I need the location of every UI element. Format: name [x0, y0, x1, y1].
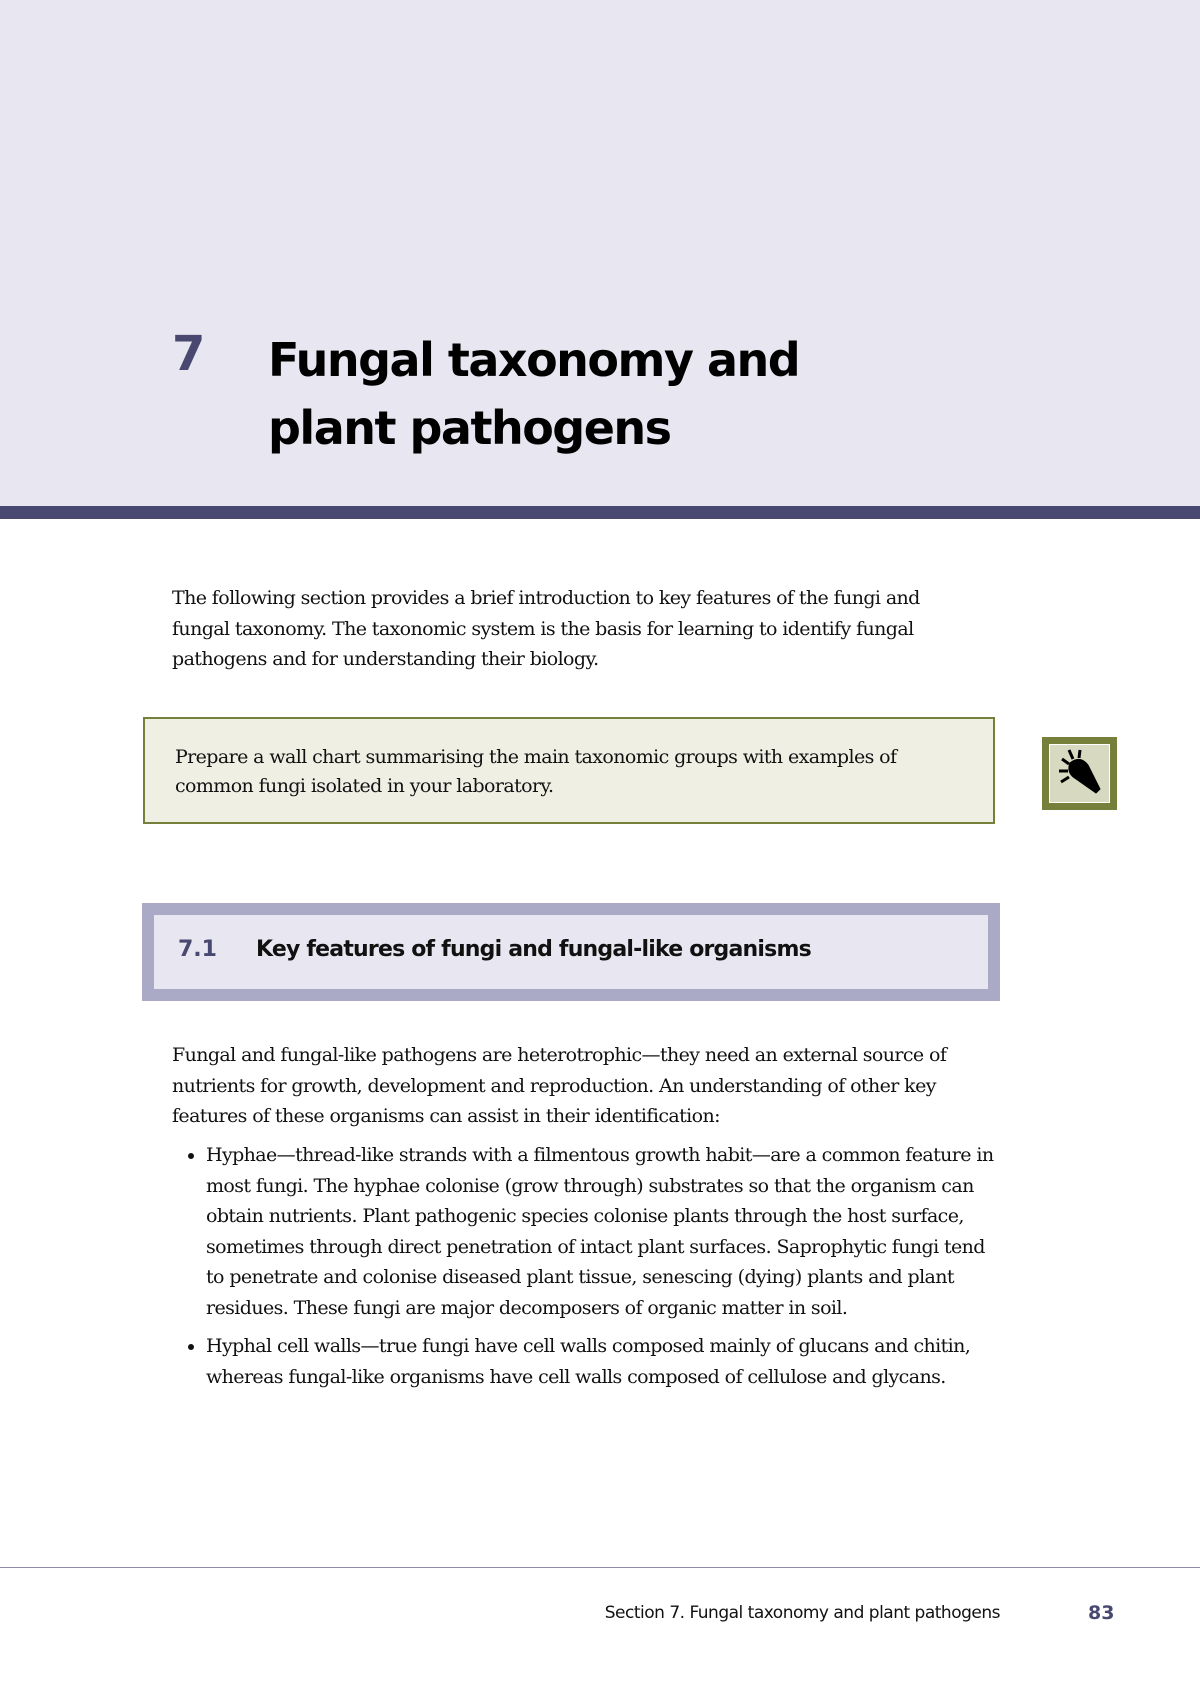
body-paragraph: Fungal and fungal-like pathogens are heterotrophic—they need an external source of nutrients for growth, development and reproduction. An understanding of other key features of these organisms can assist in their identification:	[172, 1044, 947, 1127]
chapter-title-line: Fungal taxonomy and	[268, 333, 800, 387]
chapter-number: 7	[172, 326, 206, 382]
section-number: 7.1	[178, 937, 217, 962]
list-item: • Hyphal cell walls—true fungi have cell walls composed mainly of glucans and chitin, whereas fungal-like organisms have cell walls composed of cellulose and glycans.	[206, 1331, 1006, 1392]
flashlight-icon	[1042, 737, 1117, 810]
intro-paragraph: The following section provides a brief introduction to key features of the fungi and fungal taxonomy. The taxonomic system is the basis for learning to identify fungal pathogens and for understanding their biology.	[172, 587, 920, 670]
activity-text: Prepare a wall chart summarising the main taxonomic groups with examples of common fungi isolated in your laboratory.	[175, 746, 897, 797]
footer-running-title: Section 7. Fungal taxonomy and plant pathogens	[604, 1603, 1000, 1623]
footer-divider	[0, 1567, 1200, 1568]
section-title: Key features of fungi and fungal-like organisms	[256, 937, 811, 962]
page-number: 83	[1088, 1602, 1115, 1624]
chapter-title-line: plant pathogens	[268, 401, 671, 455]
section-heading-box	[142, 903, 1000, 1001]
chapter-title	[268, 326, 799, 462]
activity-box	[143, 717, 995, 824]
header-divider	[0, 506, 1200, 519]
list-item: • Hyphae—thread-like strands with a filmentous growth habit—are a common feature in most fungi. The hyphae colonise (grow through) substrates so that the organism can obtain nutrients. Plant pathogenic species colonise plants through the host surface, sometimes through direct penetration of intact plant surfaces. Saprophytic fungi tend to penetrate and colonise diseased plant tissue, senescing (dying) plants and plant residues. These fungi are major decomposers of organic matter in soil.	[206, 1140, 1006, 1323]
bullet-list	[172, 1140, 1006, 1400]
